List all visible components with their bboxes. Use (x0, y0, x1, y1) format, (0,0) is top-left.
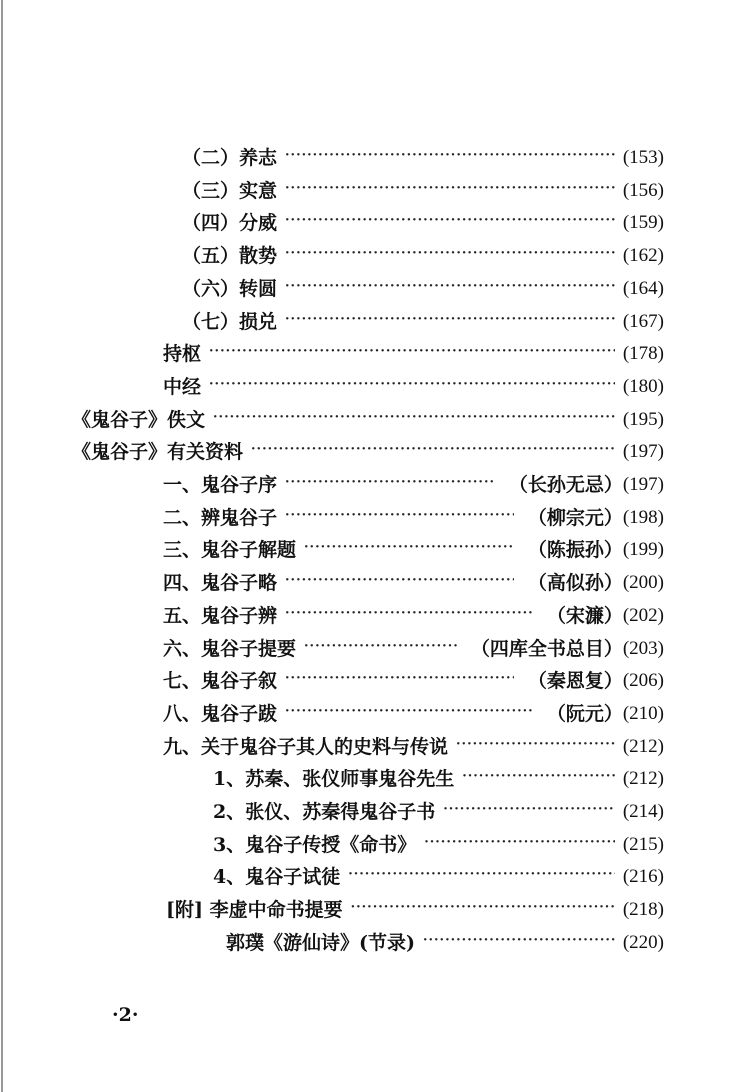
toc-entry-page: (200) (622, 572, 664, 594)
toc-entry[interactable] (226, 929, 664, 957)
toc-entry-title: 《鬼谷子》有关资料 (72, 441, 244, 464)
toc-entry-title: 二、辨鬼谷子 (163, 506, 278, 529)
toc-entry-title: 《鬼谷子》佚文 (72, 408, 206, 431)
toc-entry[interactable] (163, 667, 664, 695)
dot-leader (209, 340, 615, 368)
dot-leader (348, 863, 615, 891)
dot-leader (285, 700, 533, 728)
toc-entry[interactable] (213, 831, 664, 859)
page-number: ·2· (112, 1004, 139, 1026)
toc-entry[interactable] (213, 863, 664, 891)
dot-leader (285, 667, 514, 695)
toc-entry-title: 中经 (163, 375, 202, 398)
toc-entry-page: (206) (622, 670, 664, 692)
dot-leader (443, 798, 615, 826)
toc-entry-title: 八、鬼谷子跋 (163, 702, 278, 725)
toc-entry[interactable] (72, 406, 664, 434)
toc-entry[interactable] (163, 340, 664, 368)
toc-entry-page: (180) (622, 375, 664, 397)
toc-entry-title: （三）实意 (182, 179, 278, 202)
toc-entry-page: (212) (622, 735, 664, 757)
toc-entry-author: （四库全书总目） (470, 637, 623, 660)
toc-entry-title: 六、鬼谷子提要 (163, 637, 297, 660)
toc-entry-title: 三、鬼谷子解题 (163, 539, 297, 562)
dot-leader (285, 275, 615, 303)
toc-entry-title: 3、鬼谷子传授《命书》 (213, 833, 417, 856)
toc-entry-title: 4、鬼谷子试徒 (213, 866, 341, 889)
toc-entry[interactable] (163, 700, 664, 728)
toc-entry[interactable] (182, 144, 664, 172)
toc-entry-page: (153) (622, 147, 664, 168)
dot-leader (423, 929, 615, 957)
dot-leader (285, 209, 615, 237)
toc-entry-page: (195) (622, 408, 664, 430)
toc-entry[interactable] (163, 373, 664, 401)
toc-entry-page: (167) (622, 310, 664, 332)
toc-entry-title: [附] 李虚中命书提要 (166, 899, 343, 922)
toc-entry[interactable] (182, 242, 664, 270)
toc-entry-page: (215) (622, 833, 664, 855)
dot-leader (285, 242, 615, 270)
toc-entry-author: （柳宗元） (527, 506, 623, 529)
toc-entry-page: (199) (622, 539, 664, 561)
toc-entry-page: (159) (622, 212, 664, 234)
toc-entry-title: （五）散势 (182, 245, 278, 268)
toc-entry-page: (178) (622, 343, 664, 365)
toc-entry[interactable] (182, 275, 664, 303)
toc-entry[interactable] (166, 896, 664, 924)
toc-entry-title: （七）损兑 (182, 310, 278, 333)
toc-entry-title: 七、鬼谷子叙 (163, 670, 278, 693)
dot-leader (456, 733, 615, 761)
toc-entry[interactable] (163, 635, 664, 663)
dot-leader (209, 373, 615, 401)
dot-leader (304, 635, 457, 663)
toc-entry-page: (198) (622, 506, 664, 528)
toc-entry-page: (203) (622, 637, 664, 659)
dot-leader (304, 536, 514, 564)
toc-entry-page: (218) (622, 899, 664, 921)
toc-entry-title: 五、鬼谷子辨 (163, 604, 278, 627)
toc-entry-title: 一、鬼谷子序 (163, 474, 278, 496)
toc-entry-title: 1、苏秦、张仪师事鬼谷先生 (213, 768, 455, 791)
toc-entry-page: (212) (622, 768, 664, 790)
toc-entry-page: (202) (622, 604, 664, 626)
dot-leader (213, 406, 615, 434)
page-edge (1, 0, 3, 1092)
toc-entry-title: （二）养志 (182, 147, 278, 169)
toc-entry-page: (197) (622, 441, 664, 463)
dot-leader (285, 308, 615, 336)
toc-entry[interactable] (182, 308, 664, 336)
toc-entry-title: 四、鬼谷子略 (163, 572, 278, 595)
dot-leader (351, 896, 615, 924)
dot-leader (285, 144, 615, 172)
toc-entry-author: （阮元） (546, 702, 623, 725)
dot-leader (285, 504, 514, 532)
toc-entry[interactable] (163, 536, 664, 564)
toc-entry[interactable] (163, 733, 664, 761)
toc-entry[interactable] (213, 765, 664, 793)
toc-entry-page: (197) (622, 474, 664, 495)
toc-entry-title: 郭璞《游仙诗》(节录) (226, 931, 415, 954)
dot-leader (285, 471, 495, 499)
toc-entry-page: (210) (622, 702, 664, 724)
toc-entry[interactable] (72, 438, 664, 466)
toc-entry[interactable] (163, 504, 664, 532)
toc-entry-page: (216) (622, 866, 664, 888)
toc-entry-page: (214) (622, 801, 664, 822)
toc-entry-title: 2、张仪、苏秦得鬼谷子书 (213, 801, 436, 823)
toc-entry-author: （宋濂） (546, 604, 623, 627)
toc-entry-author: （高似孙） (527, 572, 623, 595)
dot-leader (285, 177, 615, 205)
toc-entry[interactable] (182, 209, 664, 237)
toc-entry-page: (220) (622, 931, 664, 953)
dot-leader (251, 438, 615, 466)
dot-leader (285, 602, 533, 630)
toc-entry-title: （六）转圆 (182, 277, 278, 300)
toc-entry[interactable] (213, 798, 664, 826)
toc-entry[interactable] (182, 177, 664, 205)
dot-leader (285, 569, 514, 597)
toc-entry-author: （陈振孙） (527, 539, 623, 562)
toc-entry[interactable] (163, 471, 664, 499)
toc-entry-page: (164) (622, 277, 664, 299)
dot-leader (424, 831, 615, 859)
toc-entry-title: 九、关于鬼谷子其人的史料与传说 (163, 735, 449, 758)
toc-entry[interactable] (163, 602, 664, 630)
toc-entry-author: （长孙无忌） (508, 474, 623, 496)
toc-entry[interactable] (163, 569, 664, 597)
toc-entry-title: 持枢 (163, 343, 202, 366)
toc-entry-page: (162) (622, 245, 664, 267)
toc-entry-title: （四）分威 (182, 212, 278, 235)
toc-entry-page: (156) (622, 179, 664, 201)
toc-entry-author: （秦恩复） (527, 670, 623, 693)
dot-leader (462, 765, 615, 793)
